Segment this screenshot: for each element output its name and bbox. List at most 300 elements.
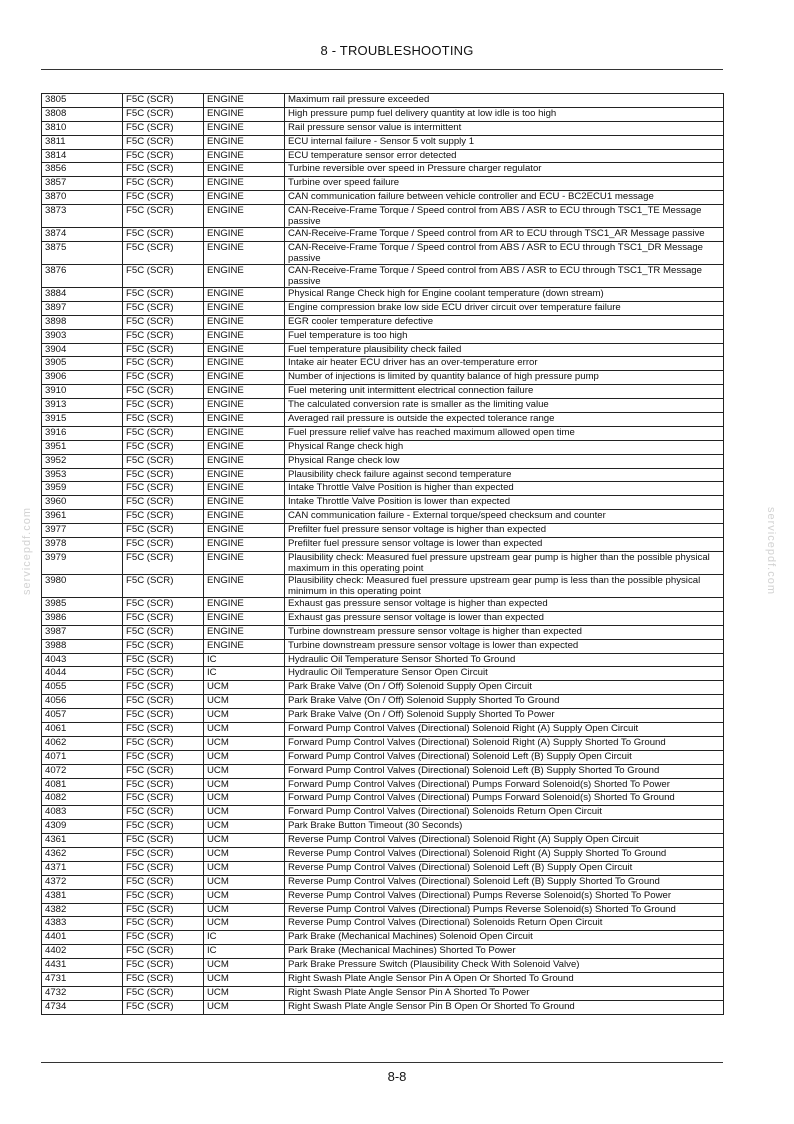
engine-model-cell: F5C (SCR) [123,496,204,510]
description-cell: Engine compression brake low side ECU driver circuit over temperature failure [285,301,724,315]
description-cell: ECU internal failure - Sensor 5 volt supply 1 [285,135,724,149]
fault-code-cell: 4061 [42,722,123,736]
engine-model-cell: F5C (SCR) [123,959,204,973]
description-cell: Forward Pump Control Valves (Directional) Solenoid Left (B) Supply Shorted To Ground [285,764,724,778]
module-cell: UCM [204,972,285,986]
description-cell: Fuel metering unit intermittent electrical connection failure [285,385,724,399]
engine-model-cell: F5C (SCR) [123,510,204,524]
description-cell: CAN-Receive-Frame Torque / Speed control from ABS / ASR to ECU through TSC1_TE Message passive [285,205,724,228]
description-cell: Reverse Pump Control Valves (Directional) Solenoid Right (A) Supply Open Circuit [285,834,724,848]
module-cell: ENGINE [204,242,285,265]
description-cell: Park Brake Button Timeout (30 Seconds) [285,820,724,834]
module-cell: UCM [204,889,285,903]
table-row [42,1000,724,1014]
engine-model-cell: F5C (SCR) [123,94,204,108]
engine-model-cell: F5C (SCR) [123,750,204,764]
engine-model-cell: F5C (SCR) [123,107,204,121]
table-row [42,228,724,242]
description-cell: Park Brake Valve (On / Off) Solenoid Supply Shorted To Ground [285,695,724,709]
description-cell: Right Swash Plate Angle Sensor Pin B Open Or Shorted To Ground [285,1000,724,1014]
table-row [42,265,724,288]
fault-code-cell: 3916 [42,426,123,440]
engine-model-cell: F5C (SCR) [123,861,204,875]
fault-code-cell: 4044 [42,667,123,681]
module-cell: ENGINE [204,426,285,440]
table-row [42,639,724,653]
module-cell: ENGINE [204,265,285,288]
table-row [42,597,724,611]
description-cell: CAN-Receive-Frame Torque / Speed control from ABS / ASR to ECU through TSC1_TR Message passive [285,265,724,288]
module-cell: UCM [204,750,285,764]
engine-model-cell: F5C (SCR) [123,163,204,177]
engine-model-cell: F5C (SCR) [123,709,204,723]
table-row [42,413,724,427]
description-cell: Forward Pump Control Valves (Directional) Solenoid Left (B) Supply Open Circuit [285,750,724,764]
fault-code-cell: 4371 [42,861,123,875]
fault-code-table-body [42,94,724,1015]
fault-code-cell: 4372 [42,875,123,889]
table-row [42,806,724,820]
table-row [42,301,724,315]
fault-code-cell: 3953 [42,468,123,482]
engine-model-cell: F5C (SCR) [123,611,204,625]
description-cell: Exhaust gas pressure sensor voltage is lower than expected [285,611,724,625]
module-cell: UCM [204,820,285,834]
module-cell: IC [204,653,285,667]
module-cell: UCM [204,736,285,750]
engine-model-cell: F5C (SCR) [123,625,204,639]
fault-code-cell: 3873 [42,205,123,228]
fault-code-cell: 3808 [42,107,123,121]
description-cell: CAN communication failure between vehicle controller and ECU - BC2ECU1 message [285,191,724,205]
table-row [42,440,724,454]
table-row [42,385,724,399]
module-cell: ENGINE [204,121,285,135]
engine-model-cell: F5C (SCR) [123,639,204,653]
engine-model-cell: F5C (SCR) [123,121,204,135]
module-cell: ENGINE [204,639,285,653]
table-row [42,778,724,792]
description-cell: Reverse Pump Control Valves (Directional) Pumps Reverse Solenoid(s) Shorted To Ground [285,903,724,917]
engine-model-cell: F5C (SCR) [123,426,204,440]
module-cell: UCM [204,959,285,973]
description-cell: Prefilter fuel pressure sensor voltage is higher than expected [285,524,724,538]
module-cell: UCM [204,709,285,723]
description-cell: Prefilter fuel pressure sensor voltage is lower than expected [285,538,724,552]
description-cell: CAN-Receive-Frame Torque / Speed control from ABS / ASR to ECU through TSC1_DR Message passive [285,242,724,265]
watermark-right: servicepdf.com [764,507,777,595]
fault-code-cell: 4062 [42,736,123,750]
description-cell: CAN communication failure - External torque/speed checksum and counter [285,510,724,524]
engine-model-cell: F5C (SCR) [123,315,204,329]
description-cell: Right Swash Plate Angle Sensor Pin A Shorted To Power [285,986,724,1000]
table-row [42,972,724,986]
engine-model-cell: F5C (SCR) [123,343,204,357]
table-row [42,681,724,695]
module-cell: ENGINE [204,107,285,121]
description-cell: Reverse Pump Control Valves (Directional) Solenoid Left (B) Supply Open Circuit [285,861,724,875]
module-cell: ENGINE [204,482,285,496]
description-cell: Forward Pump Control Valves (Directional) Solenoids Return Open Circuit [285,806,724,820]
fault-code-cell: 4071 [42,750,123,764]
engine-model-cell: F5C (SCR) [123,371,204,385]
table-row [42,538,724,552]
module-cell: ENGINE [204,228,285,242]
module-cell: IC [204,945,285,959]
table-row [42,820,724,834]
table-row [42,611,724,625]
description-cell: Hydraulic Oil Temperature Sensor Open Circuit [285,667,724,681]
header-divider [41,69,723,70]
description-cell: Reverse Pump Control Valves (Directional) Pumps Reverse Solenoid(s) Shorted To Power [285,889,724,903]
module-cell: UCM [204,903,285,917]
table-row [42,205,724,228]
fault-code-cell: 3904 [42,343,123,357]
module-cell: ENGINE [204,177,285,191]
engine-model-cell: F5C (SCR) [123,778,204,792]
fault-code-cell: 3951 [42,440,123,454]
description-cell: Number of injections is limited by quantity balance of high pressure pump [285,371,724,385]
module-cell: UCM [204,861,285,875]
engine-model-cell: F5C (SCR) [123,482,204,496]
engine-model-cell: F5C (SCR) [123,242,204,265]
engine-model-cell: F5C (SCR) [123,288,204,302]
table-row [42,510,724,524]
description-cell: Park Brake Pressure Switch (Plausibility Check With Solenoid Valve) [285,959,724,973]
fault-code-cell: 3952 [42,454,123,468]
table-row [42,191,724,205]
module-cell: ENGINE [204,288,285,302]
engine-model-cell: F5C (SCR) [123,265,204,288]
engine-model-cell: F5C (SCR) [123,191,204,205]
fault-code-cell: 4382 [42,903,123,917]
module-cell: UCM [204,778,285,792]
module-cell: UCM [204,875,285,889]
table-row [42,736,724,750]
engine-model-cell: F5C (SCR) [123,135,204,149]
description-cell: Park Brake Valve (On / Off) Solenoid Supply Shorted To Power [285,709,724,723]
fault-code-cell: 4081 [42,778,123,792]
fault-code-cell: 3884 [42,288,123,302]
fault-code-cell: 4732 [42,986,123,1000]
description-cell: Forward Pump Control Valves (Directional) Pumps Forward Solenoid(s) Shorted To Power [285,778,724,792]
module-cell: ENGINE [204,385,285,399]
fault-code-cell: 3960 [42,496,123,510]
description-cell: Right Swash Plate Angle Sensor Pin A Open Or Shorted To Ground [285,972,724,986]
description-cell: Averaged rail pressure is outside the expected tolerance range [285,413,724,427]
fault-code-cell: 3874 [42,228,123,242]
table-row [42,496,724,510]
table-row [42,288,724,302]
fault-code-cell: 4082 [42,792,123,806]
engine-model-cell: F5C (SCR) [123,945,204,959]
table-row [42,709,724,723]
module-cell: ENGINE [204,315,285,329]
module-cell: ENGINE [204,301,285,315]
table-row [42,149,724,163]
fault-code-cell: 4072 [42,764,123,778]
module-cell: ENGINE [204,135,285,149]
engine-model-cell: F5C (SCR) [123,468,204,482]
fault-code-cell: 4383 [42,917,123,931]
table-row [42,903,724,917]
description-cell: Intake air heater ECU driver has an over-temperature error [285,357,724,371]
module-cell: ENGINE [204,454,285,468]
table-row [42,177,724,191]
fault-code-cell: 4431 [42,959,123,973]
description-cell: Forward Pump Control Valves (Directional) Pumps Forward Solenoid(s) Shorted To Ground [285,792,724,806]
fault-code-cell: 4402 [42,945,123,959]
fault-code-cell: 3898 [42,315,123,329]
description-cell: Turbine over speed failure [285,177,724,191]
watermark-left: servicepdf.com [20,507,33,595]
table-row [42,750,724,764]
description-cell: Fuel pressure relief valve has reached maximum allowed open time [285,426,724,440]
description-cell: Turbine reversible over speed in Pressure charger regulator [285,163,724,177]
engine-model-cell: F5C (SCR) [123,329,204,343]
description-cell: Reverse Pump Control Valves (Directional) Solenoids Return Open Circuit [285,917,724,931]
table-row [42,329,724,343]
table-row [42,695,724,709]
fault-code-cell: 3805 [42,94,123,108]
table-row [42,653,724,667]
description-cell: Maximum rail pressure exceeded [285,94,724,108]
module-cell: UCM [204,917,285,931]
table-row [42,889,724,903]
description-cell: Fuel temperature is too high [285,329,724,343]
engine-model-cell: F5C (SCR) [123,653,204,667]
description-cell: Forward Pump Control Valves (Directional) Solenoid Right (A) Supply Open Circuit [285,722,724,736]
module-cell: ENGINE [204,468,285,482]
engine-model-cell: F5C (SCR) [123,413,204,427]
module-cell: UCM [204,806,285,820]
table-row [42,722,724,736]
page-header-title: 8 - TROUBLESHOOTING [320,43,474,58]
description-cell: Plausibility check failure against second temperature [285,468,724,482]
module-cell: ENGINE [204,611,285,625]
table-row [42,468,724,482]
module-cell: ENGINE [204,371,285,385]
fault-code-cell: 3987 [42,625,123,639]
fault-code-cell: 3959 [42,482,123,496]
module-cell: UCM [204,695,285,709]
engine-model-cell: F5C (SCR) [123,792,204,806]
module-cell: UCM [204,834,285,848]
module-cell: ENGINE [204,343,285,357]
table-row [42,834,724,848]
fault-code-cell: 3979 [42,551,123,574]
description-cell: Exhaust gas pressure sensor voltage is higher than expected [285,597,724,611]
module-cell: ENGINE [204,597,285,611]
module-cell: ENGINE [204,538,285,552]
module-cell: ENGINE [204,524,285,538]
table-row [42,482,724,496]
engine-model-cell: F5C (SCR) [123,177,204,191]
engine-model-cell: F5C (SCR) [123,695,204,709]
table-row [42,875,724,889]
engine-model-cell: F5C (SCR) [123,538,204,552]
table-row [42,667,724,681]
table-row [42,399,724,413]
table-row [42,847,724,861]
module-cell: UCM [204,1000,285,1014]
module-cell: UCM [204,792,285,806]
engine-model-cell: F5C (SCR) [123,903,204,917]
table-row [42,357,724,371]
description-cell: Park Brake (Mechanical Machines) Shorted To Power [285,945,724,959]
description-cell: Intake Throttle Valve Position is higher than expected [285,482,724,496]
engine-model-cell: F5C (SCR) [123,764,204,778]
table-row [42,764,724,778]
module-cell: ENGINE [204,551,285,574]
fault-code-cell: 3814 [42,149,123,163]
table-row [42,135,724,149]
fault-code-cell: 3876 [42,265,123,288]
engine-model-cell: F5C (SCR) [123,399,204,413]
engine-model-cell: F5C (SCR) [123,454,204,468]
module-cell: ENGINE [204,205,285,228]
table-row [42,945,724,959]
module-cell: UCM [204,764,285,778]
description-cell: Turbine downstream pressure sensor voltage is lower than expected [285,639,724,653]
engine-model-cell: F5C (SCR) [123,667,204,681]
description-cell: Physical Range check high [285,440,724,454]
fault-code-cell: 4381 [42,889,123,903]
description-cell: The calculated conversion rate is smaller as the limiting value [285,399,724,413]
fault-code-cell: 3857 [42,177,123,191]
fault-code-cell: 3875 [42,242,123,265]
fault-code-cell: 3978 [42,538,123,552]
fault-code-cell: 3906 [42,371,123,385]
engine-model-cell: F5C (SCR) [123,149,204,163]
module-cell: IC [204,667,285,681]
fault-code-cell: 4057 [42,709,123,723]
engine-model-cell: F5C (SCR) [123,875,204,889]
description-cell: Physical Range check low [285,454,724,468]
description-cell: ECU temperature sensor error detected [285,149,724,163]
module-cell: ENGINE [204,440,285,454]
table-row [42,551,724,574]
fault-code-cell: 3905 [42,357,123,371]
engine-model-cell: F5C (SCR) [123,205,204,228]
description-cell: Park Brake (Mechanical Machines) Solenoid Open Circuit [285,931,724,945]
engine-model-cell: F5C (SCR) [123,889,204,903]
table-row [42,959,724,973]
fault-code-cell: 4309 [42,820,123,834]
engine-model-cell: F5C (SCR) [123,524,204,538]
module-cell: ENGINE [204,413,285,427]
engine-model-cell: F5C (SCR) [123,931,204,945]
fault-code-cell: 3910 [42,385,123,399]
table-row [42,343,724,357]
engine-model-cell: F5C (SCR) [123,551,204,574]
description-cell: CAN-Receive-Frame Torque / Speed control from AR to ECU through TSC1_AR Message passive [285,228,724,242]
description-cell: EGR cooler temperature defective [285,315,724,329]
engine-model-cell: F5C (SCR) [123,574,204,597]
fault-code-cell: 4083 [42,806,123,820]
table-row [42,371,724,385]
module-cell: UCM [204,986,285,1000]
module-cell: ENGINE [204,625,285,639]
table-row [42,524,724,538]
table-row [42,861,724,875]
engine-model-cell: F5C (SCR) [123,385,204,399]
description-cell: Forward Pump Control Valves (Directional) Solenoid Right (A) Supply Shorted To Ground [285,736,724,750]
fault-code-cell: 4055 [42,681,123,695]
table-row [42,917,724,931]
module-cell: ENGINE [204,149,285,163]
module-cell: ENGINE [204,94,285,108]
engine-model-cell: F5C (SCR) [123,597,204,611]
table-row [42,792,724,806]
module-cell: ENGINE [204,191,285,205]
module-cell: UCM [204,847,285,861]
module-cell: UCM [204,681,285,695]
module-cell: ENGINE [204,510,285,524]
fault-code-cell: 3988 [42,639,123,653]
description-cell: Reverse Pump Control Valves (Directional) Solenoid Right (A) Supply Shorted To Ground [285,847,724,861]
table-row [42,986,724,1000]
fault-code-cell: 4056 [42,695,123,709]
fault-code-cell: 3977 [42,524,123,538]
table-row [42,315,724,329]
fault-code-cell: 4401 [42,931,123,945]
description-cell: Turbine downstream pressure sensor voltage is higher than expected [285,625,724,639]
engine-model-cell: F5C (SCR) [123,847,204,861]
description-cell: Rail pressure sensor value is intermittent [285,121,724,135]
table-row [42,931,724,945]
engine-model-cell: F5C (SCR) [123,228,204,242]
fault-code-cell: 3986 [42,611,123,625]
fault-code-cell: 3903 [42,329,123,343]
page-number: 8-8 [387,1069,407,1084]
engine-model-cell: F5C (SCR) [123,834,204,848]
table-row [42,107,724,121]
engine-model-cell: F5C (SCR) [123,681,204,695]
module-cell: UCM [204,722,285,736]
module-cell: ENGINE [204,329,285,343]
engine-model-cell: F5C (SCR) [123,972,204,986]
table-row [42,625,724,639]
fault-code-cell: 3985 [42,597,123,611]
description-cell: Intake Throttle Valve Position is lower than expected [285,496,724,510]
table-row [42,242,724,265]
fault-code-cell: 3980 [42,574,123,597]
fault-code-cell: 3913 [42,399,123,413]
fault-code-cell: 3811 [42,135,123,149]
fault-code-table [41,93,724,1015]
module-cell: ENGINE [204,357,285,371]
table-row [42,94,724,108]
table-row [42,574,724,597]
engine-model-cell: F5C (SCR) [123,301,204,315]
engine-model-cell: F5C (SCR) [123,820,204,834]
description-cell: Reverse Pump Control Valves (Directional) Solenoid Left (B) Supply Shorted To Ground [285,875,724,889]
engine-model-cell: F5C (SCR) [123,917,204,931]
fault-code-cell: 3810 [42,121,123,135]
module-cell: ENGINE [204,399,285,413]
description-cell: Park Brake Valve (On / Off) Solenoid Supply Open Circuit [285,681,724,695]
fault-code-cell: 3870 [42,191,123,205]
engine-model-cell: F5C (SCR) [123,722,204,736]
description-cell: Hydraulic Oil Temperature Sensor Shorted To Ground [285,653,724,667]
fault-code-cell: 4731 [42,972,123,986]
module-cell: ENGINE [204,496,285,510]
engine-model-cell: F5C (SCR) [123,806,204,820]
engine-model-cell: F5C (SCR) [123,440,204,454]
description-cell: Plausibility check: Measured fuel pressure upstream gear pump is less than the possible physical minimum in this operating point [285,574,724,597]
table-row [42,163,724,177]
